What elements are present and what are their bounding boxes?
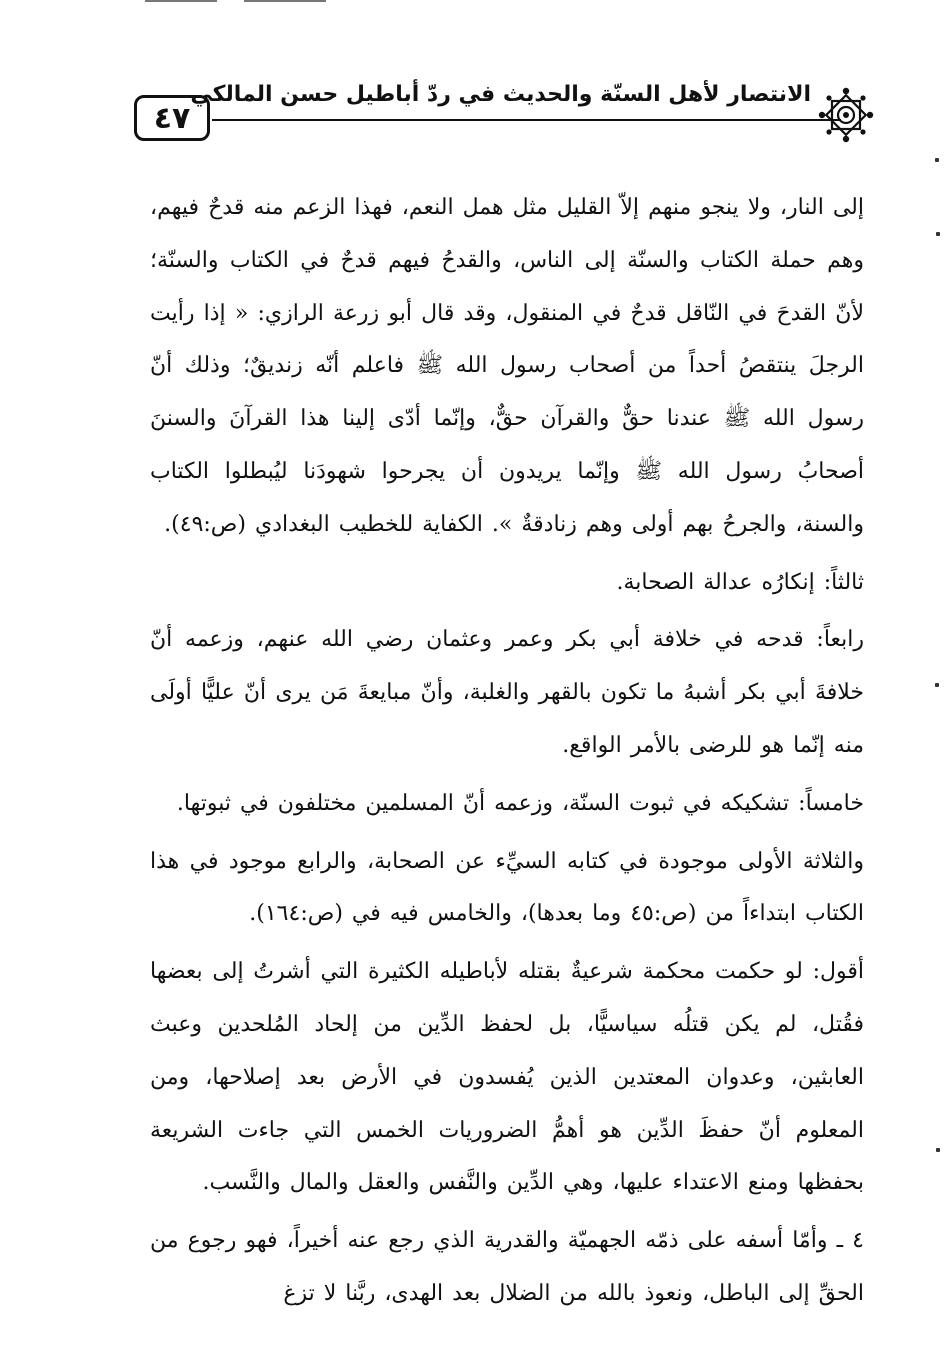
paragraph: إلى النار، ولا ينجو منهم إلاّ القليل مثل همل النعم، فهذا الزعم منه قدحٌ فيهم، وهم حملة الكتاب والسنّة إلى الناس، والقدحُ فيهم قدحٌ في الكتاب والسنّة؛ لأنّ القدحَ في النّاقل قدحٌ في المنقول، وقد قال أبو زرعة الرازي: « إذا رأيت الرجلَ ينتقصُ أحداً من أصحاب رسول الله ﷺ فاعلم أنّه زنديقٌ؛ وذلك أنّ رسول الله ﷺ عندنا حقٌّ والقرآن حقٌّ، وإنّما أدّى إلينا هذا القرآنَ والسننَ أصحابُ رسول الله ﷺ وإنّما يريدون أن يجرحوا شهودَنا ليُبطلوا الكتاب والسنة، والجرحُ بهم أولى وهم زنادقةٌ ». الكفاية للخطيب البغدادي (ص:٤٩).	[150, 195, 864, 537]
header-rule	[212, 119, 841, 121]
paragraph: والثلاثة الأولى موجودة في كتابه السيِّء عن الصحابة، والرابع موجود في هذا الكتاب ابتداءاً من (ص:٤٥ وما بعدها)، والخامس فيه في (ص:١٦٤).	[150, 848, 864, 927]
book-title: الانتصار لأهل السنّة والحديث في ردّ أباطيل حسن المالكي	[190, 82, 811, 107]
top-scan-mark	[244, 0, 326, 2]
paragraph: ثالثاً: إنكارُه عدالة الصحابة.	[616, 569, 864, 595]
page-number: ٤٧	[134, 95, 210, 141]
paragraph: ٤ ـ وأمّا أسفه على ذمّه الجهميّة والقدرية الذي رجع عنه أخيراً، فهو رجوع من الحقِّ إلى الباطل، ونعوذ بالله من الضلال بعد الهدى، ربَّنا لا تزغ	[150, 1228, 864, 1306]
top-scan-mark	[145, 0, 217, 2]
paragraph: أقول: لو حكمت محكمة شرعيةٌ بقتله لأباطيله الكثيرة التي أشرتُ إلى بعضها فقُتل، لم يكن قتلُه سياسيًّا، بل لحفظ الدِّين من إلحاد المُلحدين وعبث العابثين، وعدوان المعتدين الذين يُفسدون في الأرض بعد إصلاحها، ومن المعلوم أنّ حفظَ الدِّين هو أهمُّ الضروريات الخمس التي جاءت الشريعة بحفظها ومنع الاعتداء عليها، وهي الدِّين والنَّفس والعقل والمال والنَّسب.	[150, 959, 864, 1196]
paragraph: رابعاً: قدحه في خلافة أبي بكر وعمر وعثمان رضي الله عنهم، وزعمه أنّ خلافةَ أبي بكر أشبهُ ما تكون بالقهر والغلبة، وأنّ مبايعةَ مَن يرى أنّ عليًّا أولَى منه إنّما هو للرضى بالأمر الواقع.	[150, 627, 864, 758]
margin-speck	[935, 683, 939, 687]
margin-speck	[936, 1148, 940, 1152]
ornament-icon	[817, 86, 875, 144]
main-text	[150, 182, 864, 1326]
paragraph: خامساً: تشكيكه في ثبوت السنّة، وزعمه أنّ المسلمين مختلفون في ثبوتها.	[176, 790, 864, 816]
margin-speck	[936, 232, 940, 236]
margin-speck	[935, 158, 939, 162]
